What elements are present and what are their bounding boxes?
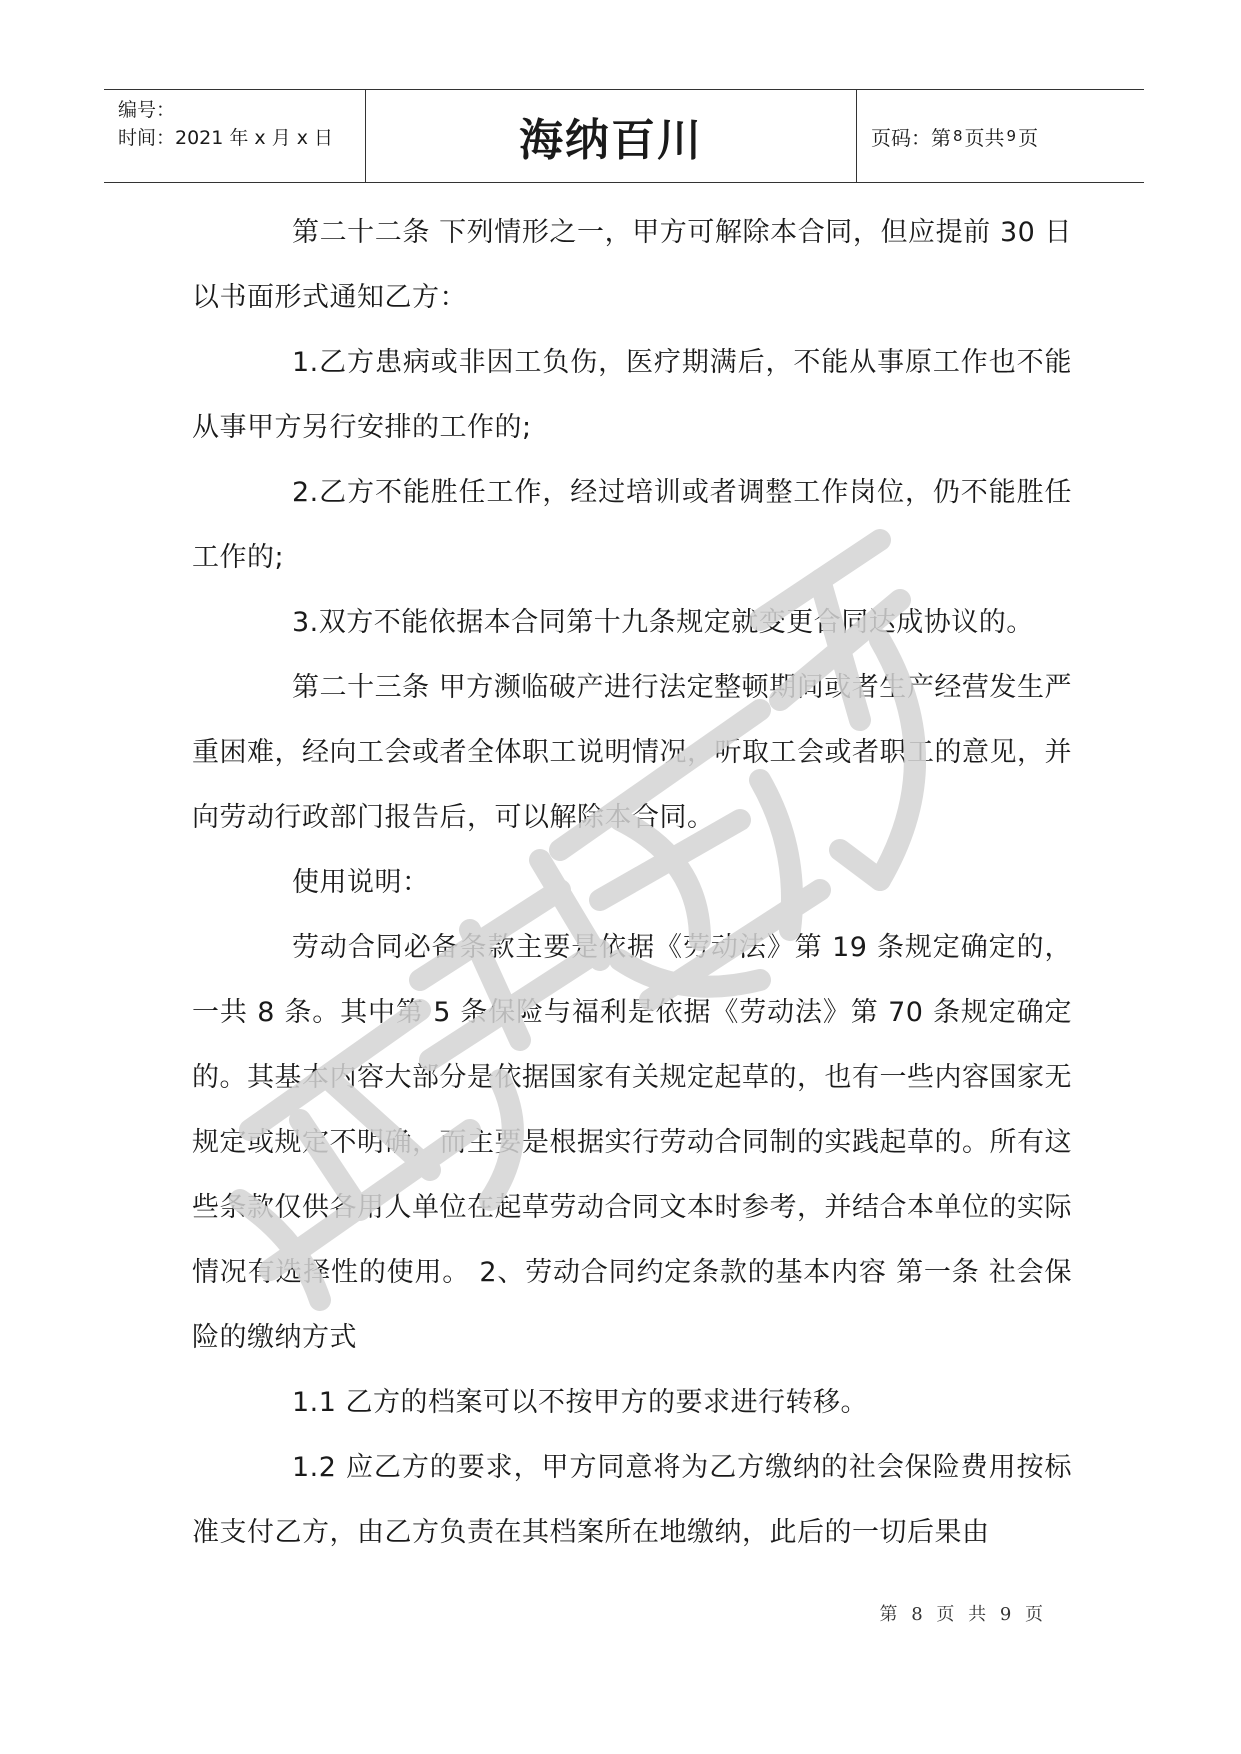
paragraph-item-2: 2.乙方不能胜任工作，经过培训或者调整工作岗位，仍不能胜任工作的; [192, 477, 1072, 573]
page-suffix: 页 [1018, 125, 1039, 150]
paragraph-usage-heading: 使用说明： [292, 867, 430, 898]
header-title: 海纳百川 [366, 90, 857, 182]
header-meta [104, 90, 366, 182]
paragraph-item-1: 1.乙方患病或非因工负伤，医疗期满后，不能从事原工作也不能从事甲方另行安排的工作的; [192, 347, 1072, 443]
document-body [192, 200, 1072, 1565]
page-current: 8 [953, 127, 963, 145]
document-time-label: 时间：2021 年 x 月 x 日 [118, 127, 334, 149]
page-header [104, 89, 1144, 183]
page-prefix: 页码：第 [871, 125, 951, 150]
document-number-label: 编号： [118, 99, 176, 121]
paragraph-article-23: 第二十三条 甲方濒临破产进行法定整顿期间或者生产经营发生严重困难，经向工会或者全体职工说明情况，听取工会或者职工的意见，并向劳动行政部门报告后，可以解除本合同。 [192, 672, 1072, 833]
page-footer: 第 8 页 共 9 页 [879, 1604, 1047, 1625]
paragraph-item-3: 3.双方不能依据本合同第十九条规定就变更合同达成协议的。 [292, 607, 1034, 638]
paragraph-article-22: 第二十二条 下列情形之一，甲方可解除本合同，但应提前 30 日以书面形式通知乙方： [192, 217, 1072, 313]
paragraph-usage-body: 劳动合同必备条款主要是依据《劳动法》第 19 条规定确定的，一共 8 条。其中第 5 条保险与福利是依据《劳动法》第 70 条规定确定的。其基本内容大部分是依据国家有关规定起草的，也有一些内容国家无规定或规定不明确，而主要是根据实行劳动合同制的实践起草的。所有这些条款仅供各用人单位在起草劳动合同文本时参考，并结合本单位的实际情况有选择性的使用。 2、劳动合同约定条款的基本内容 第一条 社会保险的缴纳方式 [192, 932, 1072, 1353]
paragraph-clause-1-2: 1.2 应乙方的要求，甲方同意将为乙方缴纳的社会保险费用按标准支付乙方，由乙方负责在其档案所在地缴纳，此后的一切后果由 [192, 1452, 1072, 1548]
page-total: 9 [1006, 127, 1017, 145]
paragraph-clause-1-1: 1.1 乙方的档案可以不按甲方的要求进行转移。 [292, 1387, 869, 1418]
page-mid: 页共 [964, 125, 1005, 150]
header-page-indicator [857, 90, 1144, 182]
